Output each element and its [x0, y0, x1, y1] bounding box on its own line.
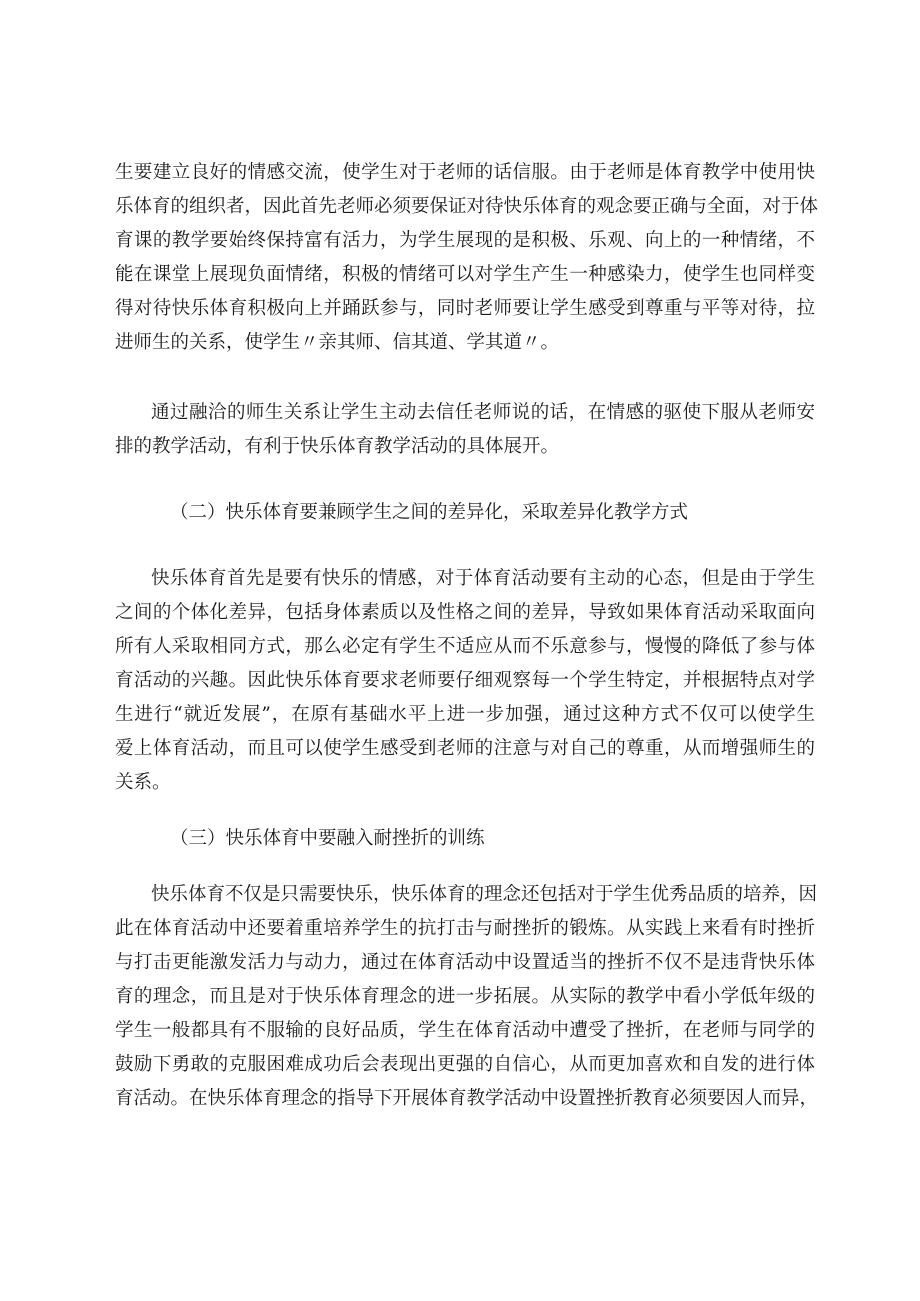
paragraph-2-line-1: 通过融洽的师生关系让学生主动去信任老师说的话，在情感的驱使下服从老师安 — [151, 402, 815, 423]
paragraph-4-line-1: 快乐体育不仅是只需要快乐，快乐体育的理念还包括对于学生优秀品质的培养，因 — [151, 884, 818, 905]
paragraph-3-line-6: 爱上体育活动，而且可以使学生感受到老师的注意与对自己的尊重，从而增强师生的 — [115, 738, 815, 759]
paragraph-4-line-2: 此在体育活动中还要着重培养学生的抗打击与耐挫折的锻炼。从实践上来看有时挫折 — [115, 918, 815, 939]
paragraph-4-line-7: 育活动。在快乐体育理念的指导下开展体育教学活动中设置挫折教育必须要因人而异， — [115, 1088, 819, 1109]
section-heading-3: （三）快乐体育中要融入耐挫折的训练 — [170, 828, 485, 849]
paragraph-3-line-7: 关系。 — [115, 772, 171, 793]
paragraph-4-line-6: 鼓励下勇敢的克服困难成功后会表现出更强的自信心，从而更加喜欢和自发的进行体 — [115, 1054, 815, 1075]
paragraph-3-line-5: 生进行“就近发展”，在原有基础水平上进一步加强，通过这种方式不仅可以使学生 — [115, 704, 815, 725]
paragraph-1-line-2: 乐体育的组织者，因此首先老师必须要保证对待快乐体育的观念要正确与全面，对于体 — [115, 196, 819, 217]
paragraph-2-line-2: 排的教学活动，有利于快乐体育教学活动的具体展开。 — [115, 436, 560, 457]
paragraph-1-line-6: 进师生的关系，使学生〃亲其师、信其道、学其道〃。 — [115, 332, 560, 353]
paragraph-4-line-4: 育的理念，而且是对于快乐体育理念的进一步拓展。从实际的教学中看小学低年级的 — [115, 986, 815, 1007]
paragraph-4-line-3: 与打击更能激发活力与动力，通过在体育活动中设置适当的挫折不仅不是违背快乐体 — [115, 952, 815, 973]
paragraph-3-line-4: 育活动的兴趣。因此快乐体育要求老师要仔细观察每一个学生特定，并根据特点对学 — [115, 670, 815, 691]
paragraph-1-line-4: 能在课堂上展现负面情绪，积极的情绪可以对学生产生一种感染力，使学生也同样变 — [115, 264, 815, 285]
paragraph-1-line-5: 得对待快乐体育积极向上并踊跃参与，同时老师要让学生感受到尊重与平等对待，拉 — [115, 298, 815, 319]
paragraph-1-line-3: 育课的教学要始终保持富有活力，为学生展现的是积极、乐观、向上的一种情绪，不 — [115, 230, 815, 251]
paragraph-3-line-1: 快乐体育首先是要有快乐的情感，对于体育活动要有主动的心态，但是由于学生 — [151, 568, 815, 589]
section-heading-2: （二）快乐体育要兼顾学生之间的差异化，采取差异化教学方式 — [170, 502, 689, 523]
paragraph-4-line-5: 学生一般都具有不服输的良好品质，学生在体育活动中遭受了挫折，在老师与同学的 — [115, 1020, 815, 1041]
paragraph-1-line-1: 生要建立良好的情感交流，使学生对于老师的话信服。由于老师是体育教学中使用快 — [115, 162, 815, 183]
paragraph-3-line-3: 所有人采取相同方式，那么必定有学生不适应从而不乐意参与，慢慢的降低了参与体 — [115, 636, 815, 657]
paragraph-3-line-2: 之间的个体化差异，包括身体素质以及性格之间的差异，导致如果体育活动采取面向 — [115, 602, 815, 623]
